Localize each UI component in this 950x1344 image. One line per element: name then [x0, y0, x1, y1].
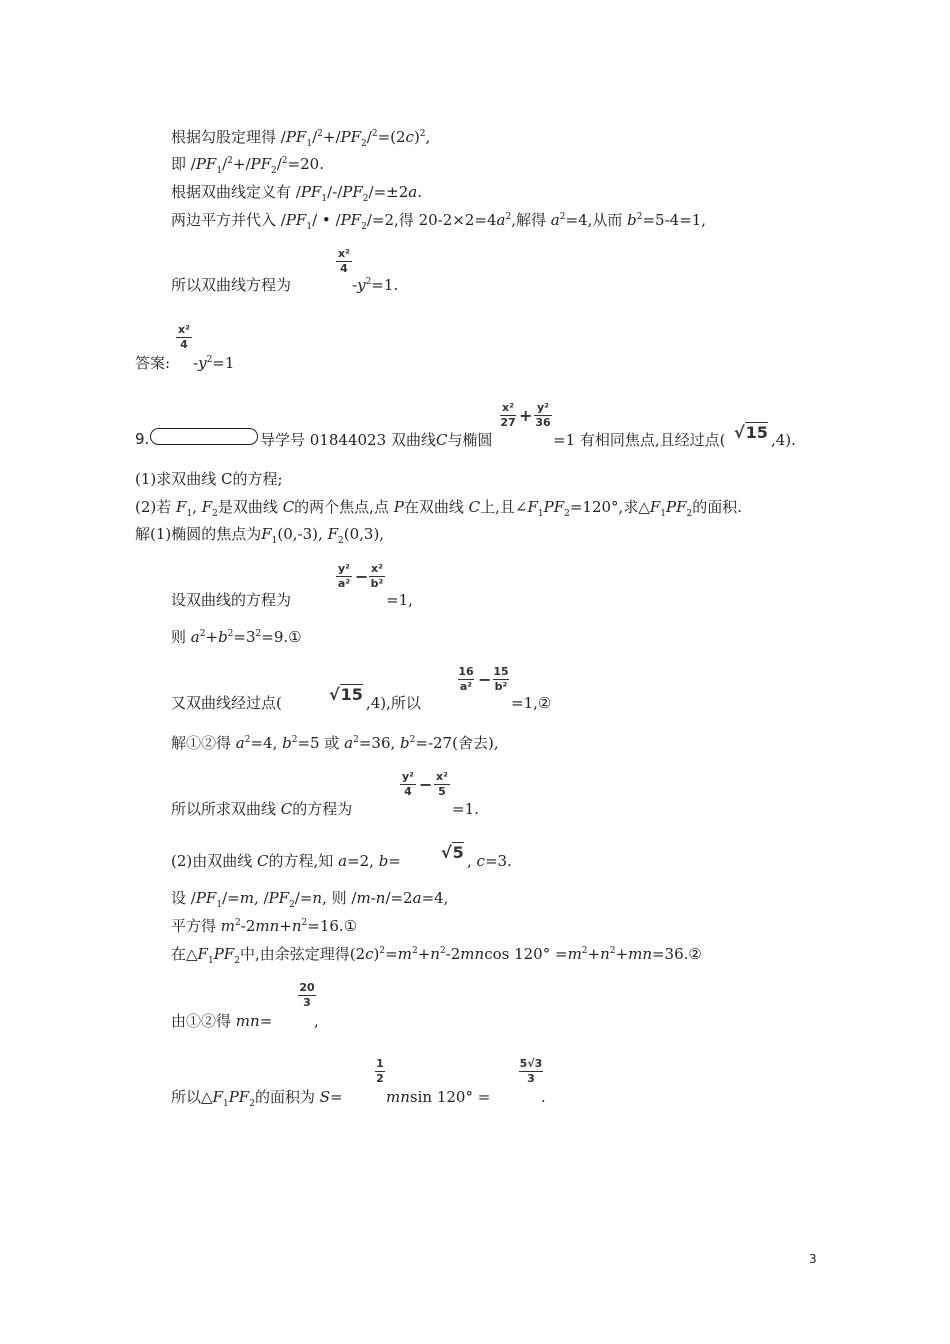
- sqrt-5: √5: [441, 843, 464, 862]
- ellipse-x-term: x² 27: [500, 401, 516, 429]
- minus-sign: −: [355, 567, 369, 586]
- sol-line-4-tail: =1,②: [511, 694, 552, 712]
- answer-line: 答案:: [135, 354, 171, 372]
- frac-5root3-3: 5√3 3: [519, 1057, 543, 1085]
- line-sum-squares: 即 $/PF_1/^2+/PF_2/^2=20$.: [171, 155, 324, 176]
- sol-line-9: 平方得 $m^2-2mn+n^2=16.①$: [171, 917, 358, 935]
- sol-line-10: 在$\triangle F_1PF_2$中,由余弦定理得$(2c)^2=m^2+n^2-2mncos$ $120^\circ =m^2+n^2+mn=36.②$: [171, 945, 702, 966]
- sol-line-12-mid: mnsin 120° =: [386, 1088, 491, 1106]
- frac-x2-b2: x² b²: [370, 562, 384, 590]
- sol-line-11: 由①②得 mn=: [171, 1012, 273, 1030]
- sol-line-6-tail: =1.: [452, 800, 479, 818]
- frac-y2-4: y² 4: [402, 770, 414, 798]
- frac-15-b2: 15 b²: [493, 665, 509, 693]
- answer-blank[interactable]: [150, 428, 258, 445]
- line-equation: 所以双曲线方程为: [171, 276, 292, 294]
- sol-line-4: 又双曲线经过点(: [171, 694, 282, 712]
- sol-line-12: 所以$\triangle F_1PF_2$的面积为 S=: [171, 1088, 343, 1109]
- sol-line-1: 解(1)椭圆的焦点为$F_1(0,-3)$, $F_2(0,3)$,: [135, 525, 385, 546]
- sol-line-3: 则 $a^2+b^2=3^2=9.①$: [171, 628, 302, 646]
- fraction-x2-over-4: x² 4: [336, 248, 352, 275]
- plus-sign: +: [519, 406, 533, 425]
- q9-number: 9.: [135, 430, 150, 448]
- line-hyperbola-def: 根据双曲线定义有 $/PF_1/-/PF_2/=\pm 2a$.: [171, 183, 422, 204]
- sqrt-15-solution: √15: [329, 685, 363, 704]
- answer-fraction: x² 4: [176, 324, 192, 351]
- sqrt-15: √15: [734, 423, 768, 442]
- minus-sign-2: −: [478, 670, 492, 689]
- q9-part2: (2)若 $F_1$, $F_2$是双曲线 C的两个焦点,点 P在双曲线 C上,且$\angle F_1PF_2=120^\circ$,求$\triangle F_1PF_2$的面积.: [135, 498, 743, 519]
- frac-1-2: 1 2: [376, 1057, 384, 1085]
- page-number: 3: [809, 1252, 817, 1266]
- sol-line-7: (2)由双曲线 C的方程,知 a=2, b=: [171, 852, 401, 870]
- q9-part1: (1)求双曲线 C的方程;: [135, 470, 283, 488]
- q9-stem-c: ,4).: [771, 431, 796, 449]
- ellipse-y-term: y² 36: [535, 401, 551, 429]
- equation-tail: $-y^2=1$.: [352, 276, 399, 294]
- sol-line-2-tail: =1,: [386, 591, 413, 609]
- line-pythagoras: 根据勾股定理得 $/PF_1/^2+/PF_2/^2=(2c)^2$,: [171, 128, 431, 149]
- sol-line-12-tail: .: [541, 1088, 546, 1106]
- sol-line-6: 所以所求双曲线 C的方程为: [171, 800, 353, 818]
- q9-stem-b: =1 有相同焦点,且经过点(: [553, 431, 726, 449]
- q9-stem-a: 导学号 01844023 双曲线C与椭圆: [260, 431, 493, 449]
- sol-line-4-b: ,4),所以: [366, 694, 421, 712]
- frac-20-3: 20 3: [299, 981, 315, 1009]
- frac-16-a2: 16 a²: [458, 665, 474, 693]
- sol-line-2: 设双曲线的方程为: [171, 591, 292, 609]
- frac-x2-5: x² 5: [434, 771, 450, 798]
- answer-tail: $-y^2=1$: [193, 354, 235, 372]
- sol-line-11-tail: ,: [314, 1012, 319, 1030]
- minus-sign-3: −: [419, 775, 433, 794]
- sol-line-5: 解①②得 $a^2=4$, $b^2=5$ 或 $a^2=36$, $b^2=-27$(舍去),: [171, 734, 499, 752]
- line-square-substitute: 两边平方并代入 $/PF_1/$ • $/PF_2/=2$,得 $20-2\times 2=4a^2$,解得 $a^2=4$,从而 $b^2=5-4=1$,: [171, 211, 707, 232]
- sol-line-7-tail: , c=3.: [467, 852, 512, 870]
- sol-line-8: 设 $/PF_1/=m$, $/PF_2/=n$, 则 /m-n/=2a=4,: [171, 889, 449, 910]
- frac-y2-a2: y² a²: [337, 562, 351, 590]
